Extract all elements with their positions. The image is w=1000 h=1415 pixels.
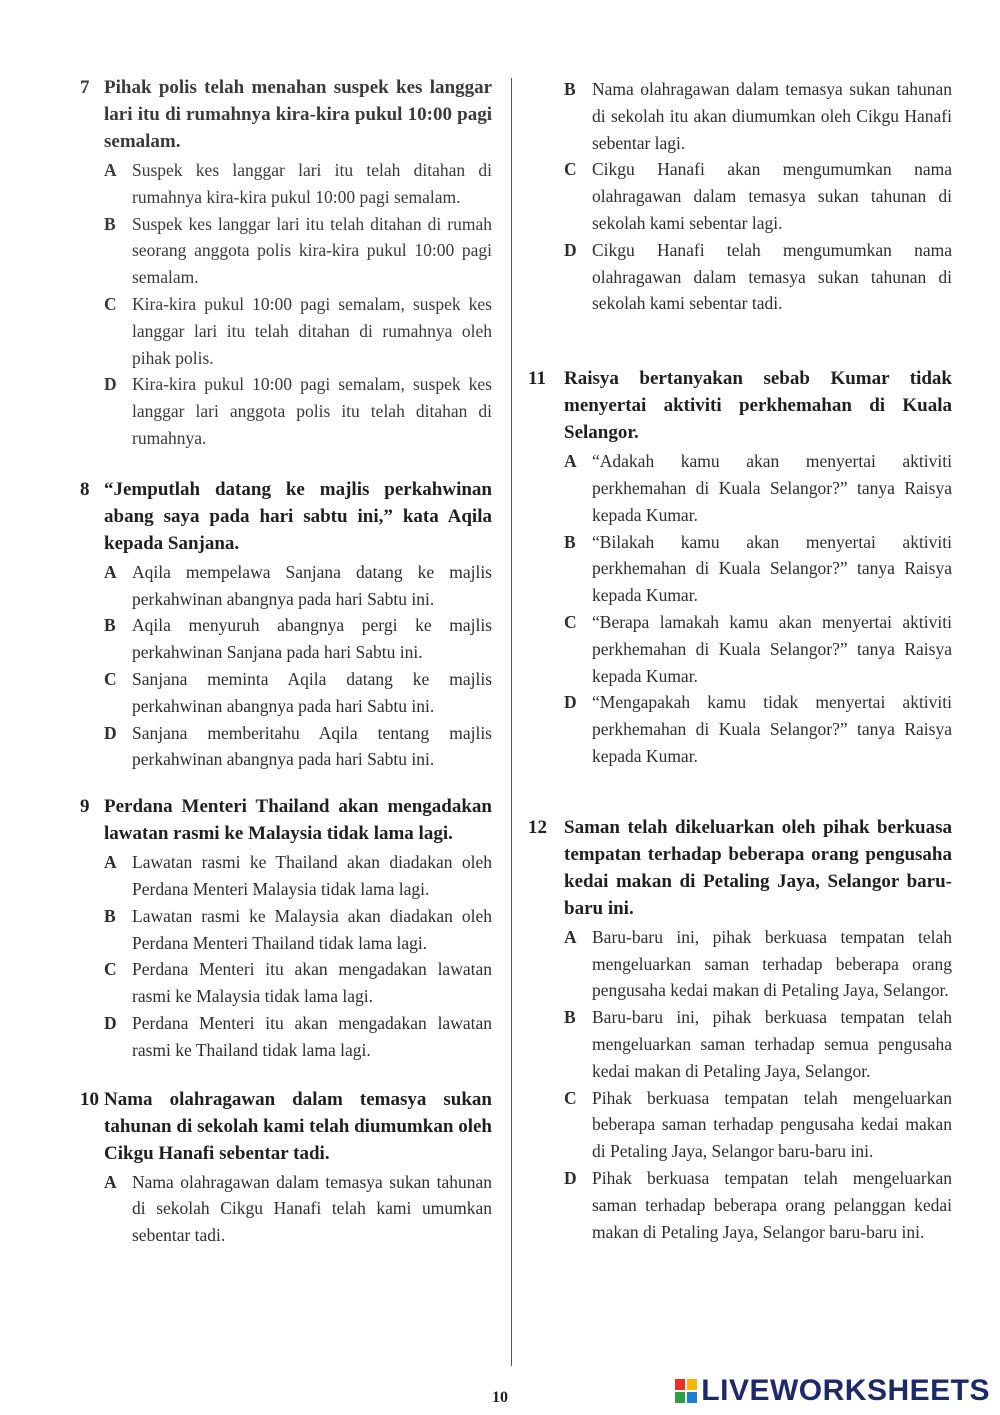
- option-text: Baru-baru ini, pihak berkuasa tempatan telah mengeluarkan saman terhadap beberapa orang pengusaha kedai makan di Petaling Jaya, Selangor.: [592, 926, 952, 1001]
- option-c[interactable]: [80, 666, 492, 720]
- option-letter: D: [564, 1167, 577, 1188]
- option-letter: A: [104, 561, 117, 582]
- option-text: “Bilakah kamu akan menyertai aktiviti perkhemahan di Kuala Selangor?” tanya Raisya kepada Kumar.: [592, 531, 952, 606]
- option-text: Cikgu Hanafi telah mengumumkan nama olahragawan dalam temasya sukan tahunan di sekolah kami sebentar tadi.: [592, 239, 952, 314]
- option-text: Suspek kes langgar lari itu telah ditahan di rumah seorang anggota polis kira-kira pukul 10:00 pagi semalam.: [132, 213, 492, 288]
- right-column: [528, 74, 952, 1245]
- left-column: [80, 74, 492, 1249]
- option-d[interactable]: [528, 1165, 952, 1245]
- liveworksheets-icon: [675, 1379, 697, 1403]
- option-text: Sanjana memberitahu Aqila tentang majlis perkahwinan abangnya pada hari Sabtu ini.: [132, 722, 492, 770]
- option-letter: A: [104, 852, 117, 873]
- option-b[interactable]: [80, 211, 492, 291]
- option-d[interactable]: [80, 1010, 492, 1064]
- option-letter: D: [104, 374, 117, 395]
- option-text: Aqila mempelawa Sanjana datang ke majlis perkahwinan abangnya pada hari Sabtu ini.: [132, 561, 492, 609]
- option-c[interactable]: [528, 609, 952, 689]
- option-b[interactable]: [80, 612, 492, 666]
- option-letter: A: [104, 1171, 117, 1192]
- option-letter: D: [104, 1012, 117, 1033]
- option-letter: A: [564, 926, 577, 947]
- question-12: [528, 814, 952, 1246]
- logo-square-blue: [687, 1392, 697, 1403]
- option-letter: B: [104, 615, 116, 636]
- question-number: 12: [528, 816, 547, 838]
- option-text: Baru-baru ini, pihak berkuasa tempatan telah mengeluarkan saman terhadap semua pengusaha kedai makan di Petaling Jaya, Selangor.: [592, 1007, 952, 1081]
- question-8: [80, 476, 492, 773]
- question-7: [80, 74, 492, 452]
- option-d[interactable]: [80, 720, 492, 774]
- option-text: Aqila menyuruh abangnya pergi ke majlis perkahwinan Sanjana pada hari Sabtu ini.: [132, 615, 492, 663]
- option-a[interactable]: [528, 448, 952, 528]
- option-a[interactable]: [80, 849, 492, 903]
- option-b[interactable]: [528, 76, 952, 156]
- question-stem: Saman telah dikeluarkan oleh pihak berkuasa tempatan terhadap beberapa orang pengusaha kedai makan di Petaling Jaya, Selangor baru-baru ini.: [564, 816, 952, 919]
- question-stem: Perdana Menteri Thailand akan mengadakan lawatan rasmi ke Malaysia tidak lama lagi.: [104, 796, 492, 845]
- option-d[interactable]: [528, 237, 952, 317]
- option-letter: B: [564, 79, 576, 99]
- option-c[interactable]: [80, 956, 492, 1010]
- logo-square-green: [675, 1392, 685, 1403]
- liveworksheets-logo[interactable]: [675, 1374, 990, 1408]
- option-text: “Mengapakah kamu tidak menyertai aktiviti perkhemahan di Kuala Selangor?” tanya Raisya kepada Kumar.: [592, 692, 952, 766]
- question-stem: “Jemputlah datang ke majlis perkahwinan abang saya pada hari sabtu ini,” kata Aqila kepada Sanjana.: [104, 478, 492, 554]
- option-letter: B: [104, 213, 116, 234]
- question-10: [80, 1086, 492, 1249]
- option-letter: A: [104, 160, 117, 180]
- page-number: 10: [492, 1389, 508, 1406]
- option-text: Nama olahragawan dalam temasya sukan tahunan di sekolah itu akan diumumkan oleh Cikgu Hanafi sebentar lagi.: [592, 79, 952, 153]
- option-letter: D: [564, 239, 577, 260]
- option-text: Nama olahragawan dalam temasya sukan tahunan di sekolah Cikgu Hanafi telah kami umumkan sebentar tadi.: [132, 1171, 492, 1246]
- option-a[interactable]: [80, 1169, 492, 1249]
- logo-square-red: [675, 1379, 685, 1390]
- option-letter: C: [104, 293, 117, 314]
- option-b[interactable]: [528, 529, 952, 609]
- question-number: 7: [80, 77, 90, 98]
- option-text: Suspek kes langgar lari itu telah ditahan di rumahnya kira-kira pukul 10:00 pagi semalam.: [132, 160, 492, 207]
- question-11: [528, 365, 952, 770]
- option-a[interactable]: [80, 559, 492, 613]
- option-letter: C: [564, 159, 577, 180]
- option-text: Perdana Menteri itu akan mengadakan lawatan rasmi ke Thailand tidak lama lagi.: [132, 1012, 492, 1060]
- question-number: 10: [80, 1088, 99, 1110]
- option-d[interactable]: [80, 371, 492, 451]
- option-text: Kira-kira pukul 10:00 pagi semalam, suspek kes langgar lari anggota polis itu telah ditahan di rumahnya.: [132, 374, 492, 448]
- question-number: 9: [80, 796, 90, 818]
- option-letter: B: [564, 1007, 576, 1028]
- option-letter: B: [564, 531, 576, 552]
- question-number: 8: [80, 478, 90, 500]
- option-a[interactable]: [80, 157, 492, 211]
- question-9: [80, 793, 492, 1063]
- option-text: Perdana Menteri itu akan mengadakan lawatan rasmi ke Malaysia tidak lama lagi.: [132, 959, 492, 1007]
- option-letter: B: [104, 905, 116, 926]
- question-number: 11: [528, 368, 546, 390]
- option-c[interactable]: [528, 1085, 952, 1165]
- question-10-continued: [528, 76, 952, 317]
- option-text: “Berapa lamakah kamu akan menyertai aktiviti perkhemahan di Kuala Selangor?” tanya Raisya kepada Kumar.: [592, 611, 952, 686]
- option-letter: D: [104, 722, 117, 743]
- option-letter: C: [104, 959, 117, 980]
- option-text: Lawatan rasmi ke Malaysia akan diadakan oleh Perdana Menteri Thailand tidak lama lagi.: [132, 905, 492, 953]
- column-divider: [511, 78, 512, 1366]
- option-b[interactable]: [80, 903, 492, 957]
- option-text: Cikgu Hanafi akan mengumumkan nama olahragawan dalam temasya sukan tahunan di sekolah kami sebentar lagi.: [592, 159, 952, 233]
- option-letter: D: [564, 692, 577, 713]
- logo-square-yellow: [687, 1379, 697, 1390]
- option-d[interactable]: [528, 689, 952, 769]
- option-letter: C: [564, 1087, 577, 1108]
- brand-name: LIVEWORKSHEETS: [701, 1374, 990, 1407]
- option-text: Pihak berkuasa tempatan telah mengeluarkan beberapa saman terhadap pengusaha kedai makan di Petaling Jaya, Selangor baru-baru ini.: [592, 1087, 952, 1162]
- option-c[interactable]: [80, 291, 492, 371]
- option-b[interactable]: [528, 1004, 952, 1084]
- question-stem: Raisya bertanyakan sebab Kumar tidak menyertai aktiviti perkhemahan di Kuala Selangor.: [564, 368, 952, 444]
- option-c[interactable]: [528, 156, 952, 236]
- option-text: Sanjana meminta Aqila datang ke majlis perkahwinan abangnya pada hari Sabtu ini.: [132, 668, 492, 716]
- option-letter: A: [564, 451, 577, 472]
- option-text: Kira-kira pukul 10:00 pagi semalam, suspek kes langgar lari itu telah ditahan di rumahnya oleh pihak polis.: [132, 293, 492, 368]
- question-stem: Nama olahragawan dalam temasya sukan tahunan di sekolah kami telah diumumkan oleh Cikgu Hanafi sebentar tadi.: [104, 1088, 492, 1164]
- option-a[interactable]: [528, 924, 952, 1004]
- option-letter: C: [564, 611, 577, 632]
- option-text: “Adakah kamu akan menyertai aktiviti perkhemahan di Kuala Selangor?” tanya Raisya kepada Kumar.: [592, 451, 952, 525]
- option-text: Pihak berkuasa tempatan telah mengeluarkan saman terhadap beberapa orang pelanggan kedai makan di Petaling Jaya, Selangor baru-baru ini.: [592, 1167, 952, 1242]
- option-letter: C: [104, 668, 117, 689]
- option-text: Lawatan rasmi ke Thailand akan diadakan oleh Perdana Menteri Malaysia tidak lama lagi.: [132, 852, 492, 899]
- question-stem: Pihak polis telah menahan suspek kes langgar lari itu di rumahnya kira-kira pukul 10:00 pagi semalam.: [104, 77, 492, 152]
